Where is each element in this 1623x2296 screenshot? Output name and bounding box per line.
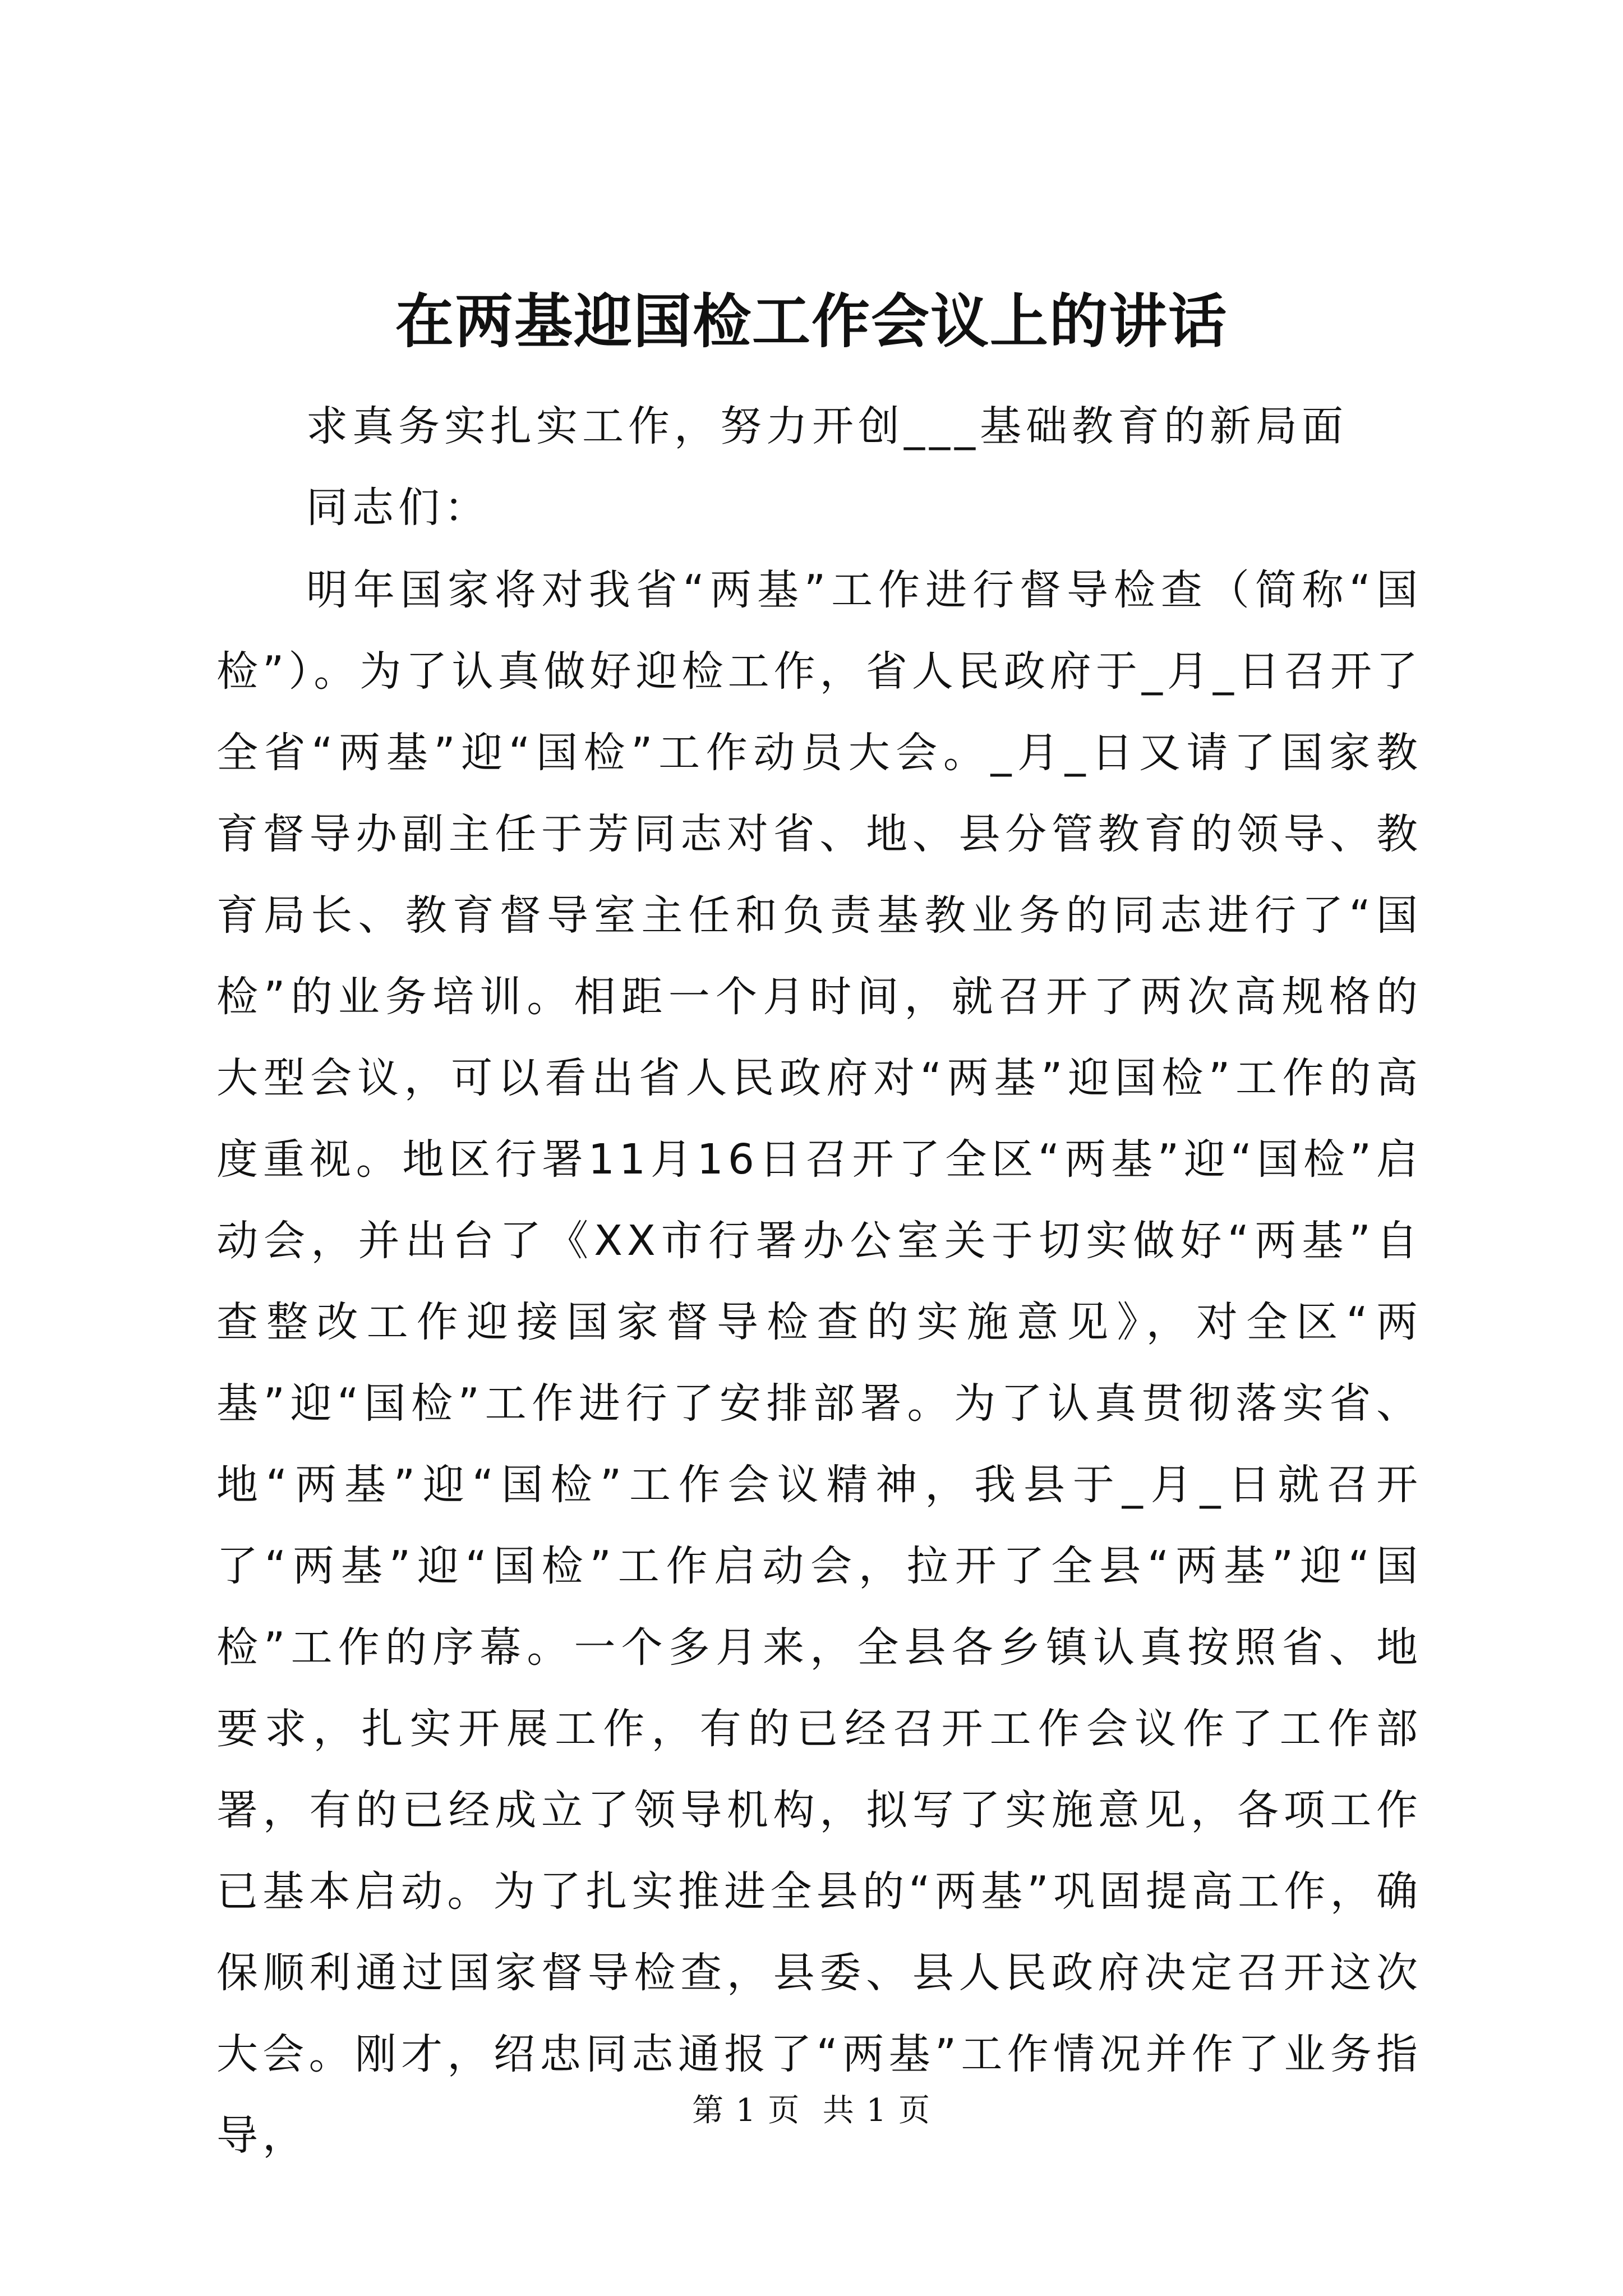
- page-footer: 第 1 页 共 1 页: [691, 2092, 932, 2129]
- body-paragraph: 明年国家将对我省“两基”工作进行督导检查（简称“国检”）。为了认真做好迎检工作，省人民政府于_月_日召开了全省“两基”迎“国检”工作动员大会。_月_日又请了国家教育督导办副主任于芳同志对省、地、县分管教育的领导、教育局长、教育督导室主任和负责基教业务的同志进行了“国检”的业务培训。相距一个月时间，就召开了两次高规格的大型会议，可以看出省人民政府对“两基”迎国检”工作的高度重视。地区行署11月16日召开了全区“两基”迎“国检”启动会，并出台了《XX市行署办公室关于切实做好“两基”自查整改工作迎接国家督导检查的实施意见》，对全区“两基”迎“国检”工作进行了安排部署。为了认真贯彻落实省、地“两基”迎“国检”工作会议精神，我县于_月_日就召开了“两基”迎“国检”工作启动会，拉开了全县“两基”迎“国检”工作的序幕。一个多月来，全县各乡镇认真按照省、地要求，扎实开展工作，有的已经召开工作会议作了工作部署，有的已经成立了领导机构，拟写了实施意见，各项工作已基本启动。为了扎实推进全县的“两基”巩固提高工作，确保顺利通过国家督导检查，县委、县人民政府决定召开这次大会。刚才，绍忠同志通报了“两基”工作情况并作了业务指导，: [216, 566, 1422, 2160]
- document-title: 在两基迎国检工作会议上的讲话: [395, 287, 1228, 356]
- salutation: 同志们：: [306, 484, 490, 532]
- document-subtitle: 求真务实扎实工作，努力开创___基础教育的新局面: [306, 402, 1348, 450]
